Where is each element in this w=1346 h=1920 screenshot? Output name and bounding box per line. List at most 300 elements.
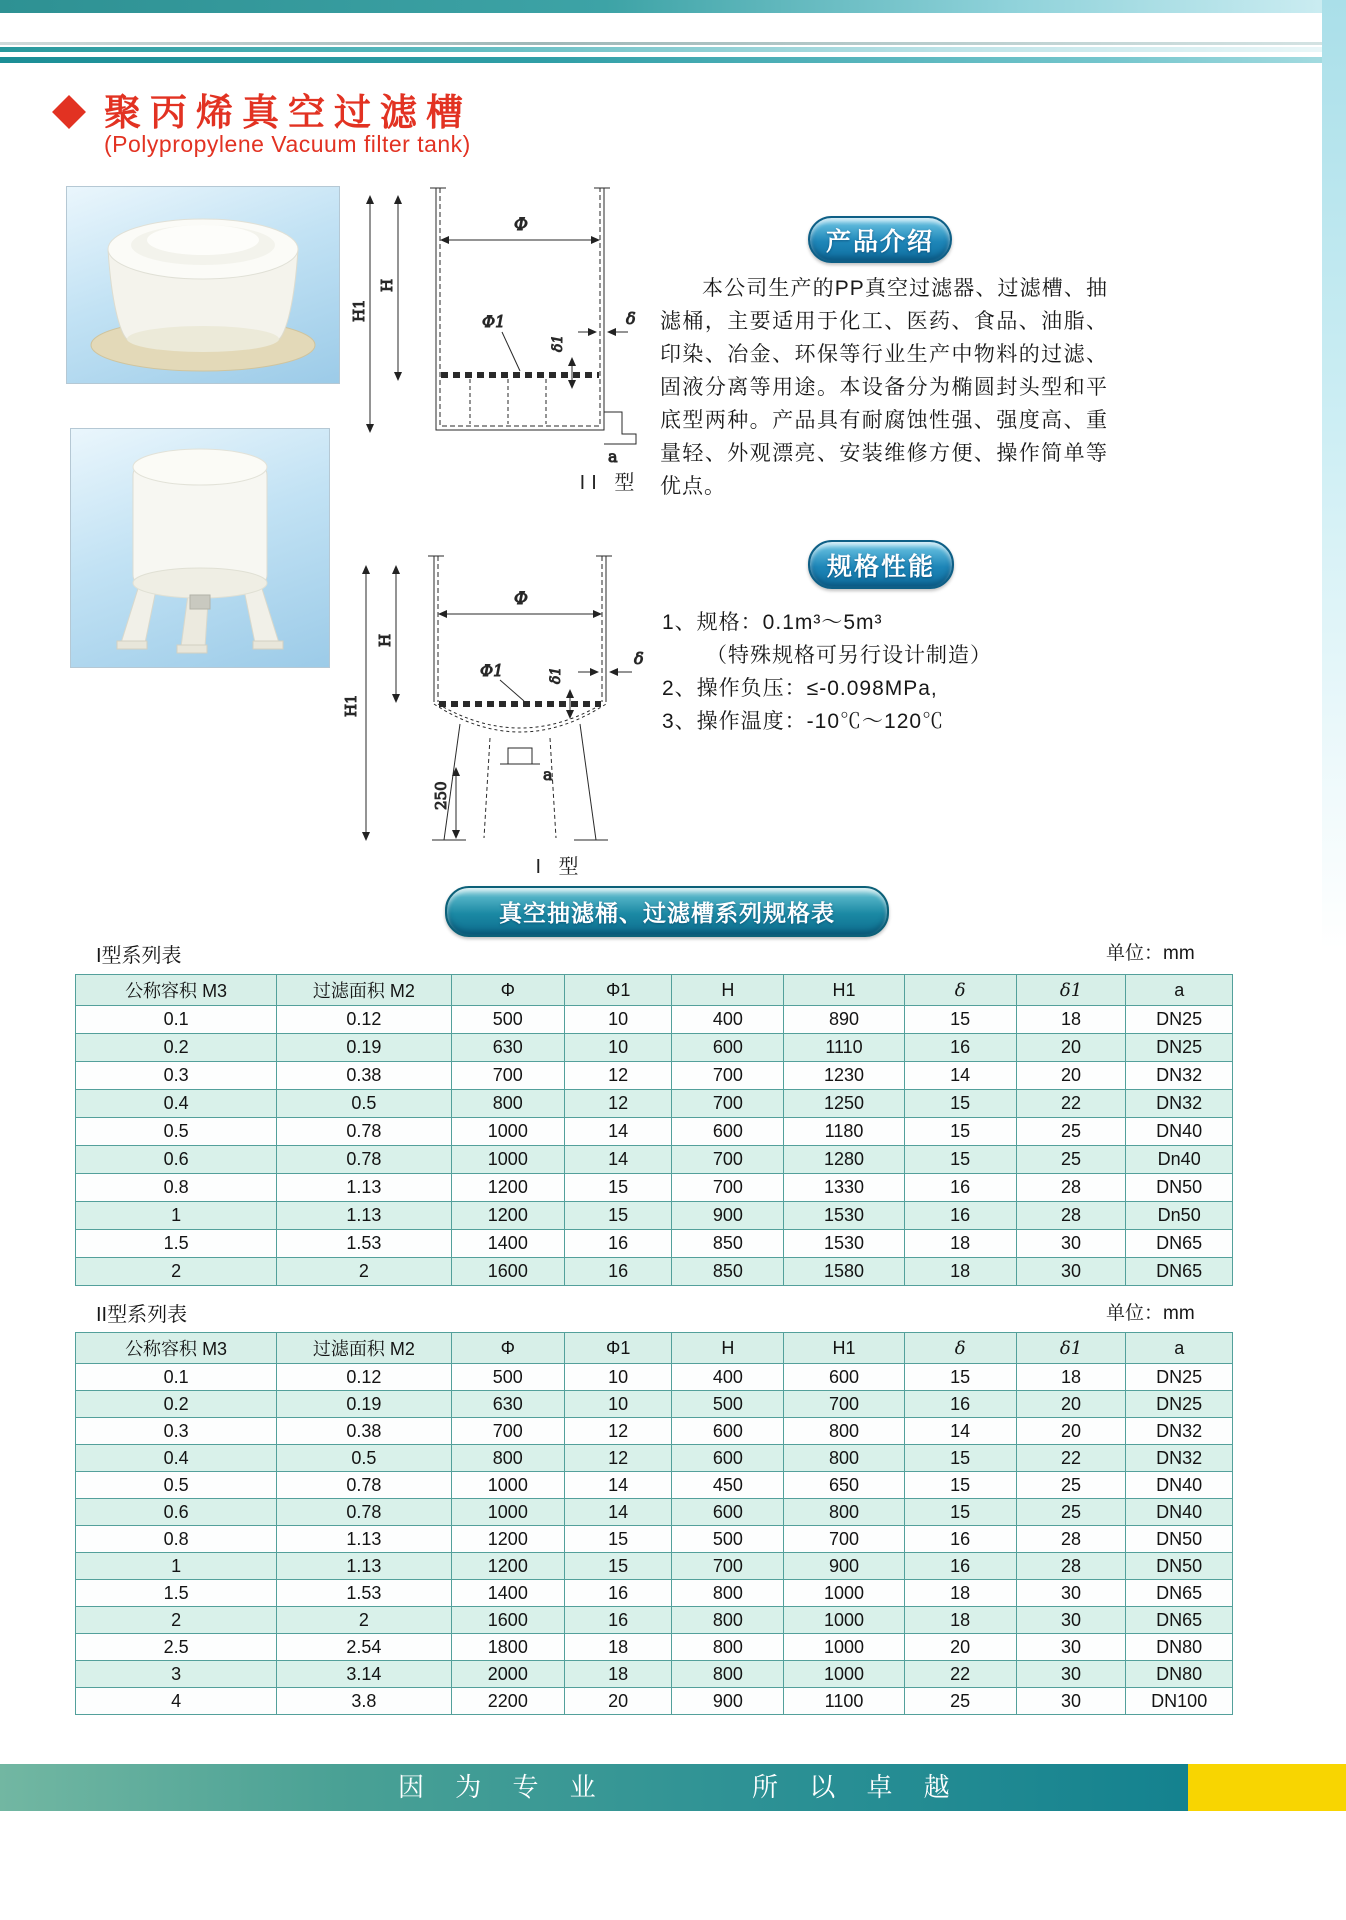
table-cell: 18 xyxy=(904,1580,1016,1607)
table-cell: 500 xyxy=(451,1364,564,1391)
table-cell: 1100 xyxy=(784,1688,904,1715)
table-cell: 0.2 xyxy=(76,1391,277,1418)
table-cell: 16 xyxy=(564,1230,671,1258)
table-cell: DN80 xyxy=(1126,1634,1233,1661)
footer-yellow-block xyxy=(1188,1764,1346,1811)
table-cell: 1180 xyxy=(784,1118,904,1146)
table-row xyxy=(76,1391,1233,1418)
table-cell: 700 xyxy=(451,1062,564,1090)
table-cell: 12 xyxy=(564,1062,671,1090)
table-cell: 14 xyxy=(564,1118,671,1146)
table-cell: 850 xyxy=(672,1258,784,1286)
diagram-type1-label: I 型 xyxy=(535,856,585,878)
table-cell: 4 xyxy=(76,1688,277,1715)
table-cell: Dn40 xyxy=(1126,1146,1233,1174)
right-edge-gradient xyxy=(1322,0,1346,950)
table-row xyxy=(76,1661,1233,1688)
title-diamond-icon xyxy=(52,95,86,129)
table-cell: 0.12 xyxy=(277,1006,452,1034)
table-cell: 1600 xyxy=(451,1258,564,1286)
table-cell: 1530 xyxy=(784,1230,904,1258)
table-header-cell: δ xyxy=(904,975,1016,1006)
table-cell: 1000 xyxy=(784,1607,904,1634)
table-cell: 900 xyxy=(784,1553,904,1580)
intro-paragraph: 本公司生产的PP真空过滤器、过滤槽、抽滤桶，主要适用于化工、医药、食品、油脂、印染、冶金、环保等行业生产中物料的过滤、固液分离等用途。本设备分为椭圆封头型和平底型两种。产品具有耐腐蚀性强、强度高、重量轻、外观漂亮、安装维修方便、操作简单等优点。 xyxy=(660,277,1108,498)
table-cell: 25 xyxy=(1016,1472,1126,1499)
table-row xyxy=(76,1230,1233,1258)
table-cell: 15 xyxy=(564,1174,671,1202)
table-cell: 800 xyxy=(784,1445,904,1472)
table-header-cell: 公称容积 M3 xyxy=(76,1333,277,1364)
table-header-cell: H xyxy=(672,1333,784,1364)
table-cell: 3.14 xyxy=(277,1661,452,1688)
table-cell: 16 xyxy=(564,1580,671,1607)
table-cell: 3 xyxy=(76,1661,277,1688)
table-cell: 28 xyxy=(1016,1174,1126,1202)
table-cell: 16 xyxy=(904,1553,1016,1580)
type1-table-label: I型系列表 xyxy=(96,945,182,967)
table-cell: 800 xyxy=(672,1580,784,1607)
table-cell: DN65 xyxy=(1126,1258,1233,1286)
table-cell: 10 xyxy=(564,1391,671,1418)
table-cell: 25 xyxy=(904,1688,1016,1715)
dim-H-label: H xyxy=(378,278,396,292)
type1-table-unit: 单位：mm xyxy=(1106,943,1195,964)
table-cell: 600 xyxy=(672,1499,784,1526)
table-cell: 0.4 xyxy=(76,1090,277,1118)
table-cell: 800 xyxy=(784,1499,904,1526)
table-cell: 0.19 xyxy=(277,1034,452,1062)
spec-item: （特殊规格可另行设计制造） xyxy=(706,644,992,667)
table-cell: 650 xyxy=(784,1472,904,1499)
table-cell: DN25 xyxy=(1126,1391,1233,1418)
table-cell: 700 xyxy=(672,1090,784,1118)
dim-phi1-label: Φ1 xyxy=(480,661,504,680)
table-cell: 1400 xyxy=(451,1580,564,1607)
table-cell: 30 xyxy=(1016,1634,1126,1661)
table-cell: 1000 xyxy=(451,1499,564,1526)
table-cell: 1.5 xyxy=(76,1230,277,1258)
table-cell: 28 xyxy=(1016,1553,1126,1580)
table-cell: 900 xyxy=(672,1202,784,1230)
table-cell: 800 xyxy=(784,1418,904,1445)
table-cell: 12 xyxy=(564,1418,671,1445)
table-cell: 800 xyxy=(672,1661,784,1688)
table-cell: 1110 xyxy=(784,1034,904,1062)
table-cell: 600 xyxy=(784,1364,904,1391)
table-cell: 0.12 xyxy=(277,1364,452,1391)
table-cell: 2 xyxy=(277,1607,452,1634)
table-cell: 10 xyxy=(564,1364,671,1391)
table-cell: 15 xyxy=(904,1472,1016,1499)
table-cell: 0.8 xyxy=(76,1174,277,1202)
table-cell: 600 xyxy=(672,1118,784,1146)
table-cell: 20 xyxy=(1016,1391,1126,1418)
table-section-banner: 真空抽滤桶、过滤槽系列规格表 xyxy=(445,886,889,937)
table-cell: 30 xyxy=(1016,1258,1126,1286)
table-cell: 700 xyxy=(672,1062,784,1090)
product-photo-type1 xyxy=(70,428,330,668)
table-cell: DN65 xyxy=(1126,1230,1233,1258)
table-cell: 900 xyxy=(672,1688,784,1715)
table-cell: 0.38 xyxy=(277,1418,452,1445)
table-cell: 2 xyxy=(277,1258,452,1286)
table-cell: 2 xyxy=(76,1607,277,1634)
table-cell: 18 xyxy=(904,1258,1016,1286)
diagram-type2 xyxy=(340,182,645,467)
table-cell: 600 xyxy=(672,1034,784,1062)
table-cell: DN25 xyxy=(1126,1034,1233,1062)
dim-delta-label: δ xyxy=(634,649,644,668)
table-cell: 1250 xyxy=(784,1090,904,1118)
table-cell: 1 xyxy=(76,1202,277,1230)
table-cell: 500 xyxy=(672,1526,784,1553)
table-row xyxy=(76,1580,1233,1607)
table-cell: 2200 xyxy=(451,1688,564,1715)
table-cell: 1600 xyxy=(451,1607,564,1634)
tank-photo-illustration xyxy=(71,429,329,667)
table-cell: DN65 xyxy=(1126,1580,1233,1607)
table-cell: 0.3 xyxy=(76,1062,277,1090)
table-cell: 15 xyxy=(904,1146,1016,1174)
table-cell: 25 xyxy=(1016,1146,1126,1174)
table-cell: DN50 xyxy=(1126,1526,1233,1553)
table-cell: 14 xyxy=(904,1418,1016,1445)
table-cell: 28 xyxy=(1016,1202,1126,1230)
table-header-cell: 过滤面积 M2 xyxy=(277,975,452,1006)
table-row xyxy=(76,1499,1233,1526)
dim-H1-label: H1 xyxy=(342,694,360,717)
table-header-cell: a xyxy=(1126,975,1233,1006)
table-row xyxy=(76,1174,1233,1202)
table-cell: 18 xyxy=(564,1661,671,1688)
table-cell: 1.13 xyxy=(277,1202,452,1230)
table-row xyxy=(76,1062,1233,1090)
top-stripe-2 xyxy=(0,47,1346,52)
dim-phi-label: Φ xyxy=(514,589,528,609)
table-row xyxy=(76,1553,1233,1580)
table-cell: 30 xyxy=(1016,1230,1126,1258)
table-header-cell: a xyxy=(1126,1333,1233,1364)
table-cell: DN50 xyxy=(1126,1553,1233,1580)
table-cell: 1.13 xyxy=(277,1553,452,1580)
table-header-cell: H1 xyxy=(784,1333,904,1364)
dim-delta1-label: δ1 xyxy=(548,666,564,684)
table-cell: 15 xyxy=(904,1118,1016,1146)
dim-delta1-label: δ1 xyxy=(550,334,566,352)
table-cell: DN32 xyxy=(1126,1445,1233,1472)
table-cell: 1800 xyxy=(451,1634,564,1661)
table-cell: 3.8 xyxy=(277,1688,452,1715)
table-header-cell: δ1 xyxy=(1016,1333,1126,1364)
page-subtitle: (Polypropylene Vacuum filter tank) xyxy=(104,131,471,157)
table-cell: 0.38 xyxy=(277,1062,452,1090)
table-cell: 700 xyxy=(672,1146,784,1174)
table-cell: DN40 xyxy=(1126,1118,1233,1146)
table-cell: 15 xyxy=(904,1006,1016,1034)
table-cell: 0.1 xyxy=(76,1364,277,1391)
table-cell: DN32 xyxy=(1126,1062,1233,1090)
table-cell: 0.5 xyxy=(76,1472,277,1499)
dim-phi1-label: Φ1 xyxy=(482,312,506,331)
table-cell: 700 xyxy=(784,1526,904,1553)
table-cell: DN80 xyxy=(1126,1661,1233,1688)
table-cell: 800 xyxy=(672,1607,784,1634)
footer-slogan-right: 所 以 卓 越 xyxy=(752,1772,962,1802)
table-cell: 400 xyxy=(672,1006,784,1034)
table-cell: 15 xyxy=(904,1364,1016,1391)
table-cell: 700 xyxy=(451,1418,564,1445)
table-cell: 2.54 xyxy=(277,1634,452,1661)
type2-table-label: II型系列表 xyxy=(96,1304,188,1326)
table-cell: Dn50 xyxy=(1126,1202,1233,1230)
table-cell: 0.78 xyxy=(277,1499,452,1526)
dim-250-label: 250 xyxy=(432,781,450,810)
table-cell: 15 xyxy=(564,1526,671,1553)
table-row xyxy=(76,1607,1233,1634)
table-row xyxy=(76,1472,1233,1499)
table-cell: 30 xyxy=(1016,1607,1126,1634)
table-cell: 500 xyxy=(451,1006,564,1034)
table-header-cell: H1 xyxy=(784,975,904,1006)
table-cell: 700 xyxy=(672,1553,784,1580)
table-cell: 0.5 xyxy=(277,1090,452,1118)
table-cell: 630 xyxy=(451,1391,564,1418)
table-cell: 600 xyxy=(672,1445,784,1472)
table-cell: 1400 xyxy=(451,1230,564,1258)
type2-spec-table xyxy=(75,1332,1233,1715)
type2-table-unit: 单位：mm xyxy=(1106,1303,1195,1324)
table-cell: 20 xyxy=(1016,1418,1126,1445)
table-cell: 2000 xyxy=(451,1661,564,1688)
tank-photo-illustration xyxy=(67,187,339,383)
dim-a-label: a xyxy=(543,765,553,784)
table-cell: 16 xyxy=(904,1526,1016,1553)
table-cell: 1280 xyxy=(784,1146,904,1174)
table-cell: 20 xyxy=(1016,1062,1126,1090)
table-cell: DN100 xyxy=(1126,1688,1233,1715)
table-row xyxy=(76,1418,1233,1445)
table-cell: 20 xyxy=(564,1688,671,1715)
specs-list xyxy=(662,606,1132,738)
top-stripe-1 xyxy=(0,42,1346,45)
table-header-cell: δ xyxy=(904,1333,1016,1364)
table-cell: 28 xyxy=(1016,1526,1126,1553)
product-photo-type2 xyxy=(66,186,340,384)
table-header-cell: 公称容积 M3 xyxy=(76,975,277,1006)
dim-H-label: H xyxy=(376,633,394,647)
table-cell: 10 xyxy=(564,1006,671,1034)
table-cell: 1330 xyxy=(784,1174,904,1202)
table-cell: 30 xyxy=(1016,1661,1126,1688)
table-row xyxy=(76,1090,1233,1118)
table-cell: 0.78 xyxy=(277,1472,452,1499)
table-cell: 800 xyxy=(672,1634,784,1661)
page-title: 聚丙烯真空过滤槽 xyxy=(104,92,472,133)
table-cell: DN32 xyxy=(1126,1090,1233,1118)
table-cell: 18 xyxy=(904,1607,1016,1634)
table-cell: 25 xyxy=(1016,1499,1126,1526)
table-cell: 1.13 xyxy=(277,1174,452,1202)
table-cell: 2.5 xyxy=(76,1634,277,1661)
table-cell: 14 xyxy=(564,1146,671,1174)
table-cell: 1200 xyxy=(451,1174,564,1202)
table-cell: 2 xyxy=(76,1258,277,1286)
table-cell: DN25 xyxy=(1126,1364,1233,1391)
table-cell: 1230 xyxy=(784,1062,904,1090)
table-cell: 12 xyxy=(564,1445,671,1472)
table-row xyxy=(76,1146,1233,1174)
table-cell: 10 xyxy=(564,1034,671,1062)
footer-slogan-left: 因 为 专 业 xyxy=(398,1772,608,1802)
table-cell: DN40 xyxy=(1126,1472,1233,1499)
table-cell: 1.53 xyxy=(277,1230,452,1258)
table-row xyxy=(76,1006,1233,1034)
table-row xyxy=(76,1526,1233,1553)
table-cell: 20 xyxy=(904,1634,1016,1661)
table-header-cell: Φ xyxy=(451,1333,564,1364)
specs-section-heading: 规格性能 xyxy=(808,540,954,589)
table-row xyxy=(76,1364,1233,1391)
table-cell: 850 xyxy=(672,1230,784,1258)
table-cell: 15 xyxy=(564,1553,671,1580)
table-cell: DN65 xyxy=(1126,1607,1233,1634)
table-cell: 800 xyxy=(451,1445,564,1472)
table-cell: 1.13 xyxy=(277,1526,452,1553)
table-cell: 450 xyxy=(672,1472,784,1499)
table-row xyxy=(76,1202,1233,1230)
table-cell: 20 xyxy=(1016,1034,1126,1062)
table-cell: 30 xyxy=(1016,1688,1126,1715)
table-cell: 400 xyxy=(672,1364,784,1391)
top-stripe-3 xyxy=(0,57,1346,63)
table-cell: 16 xyxy=(904,1391,1016,1418)
dim-delta-label: δ xyxy=(626,309,636,328)
table-cell: 1 xyxy=(76,1553,277,1580)
table-cell: 18 xyxy=(904,1230,1016,1258)
table-cell: 15 xyxy=(564,1202,671,1230)
table-cell: 15 xyxy=(904,1090,1016,1118)
table-cell: 500 xyxy=(672,1391,784,1418)
table-row xyxy=(76,1034,1233,1062)
table-cell: 890 xyxy=(784,1006,904,1034)
table-cell: DN40 xyxy=(1126,1499,1233,1526)
footer-band xyxy=(0,1764,1346,1811)
table-cell: 14 xyxy=(564,1472,671,1499)
table-cell: 1000 xyxy=(784,1580,904,1607)
table-cell: 1200 xyxy=(451,1553,564,1580)
dim-phi-label: Φ xyxy=(514,215,528,235)
table-cell: 1.53 xyxy=(277,1580,452,1607)
table-cell: 22 xyxy=(1016,1445,1126,1472)
table-cell: 1200 xyxy=(451,1526,564,1553)
table-cell: 22 xyxy=(904,1661,1016,1688)
table-cell: 14 xyxy=(904,1062,1016,1090)
table-cell: 1530 xyxy=(784,1202,904,1230)
type1-spec-table xyxy=(75,974,1233,1286)
table-cell: 15 xyxy=(904,1499,1016,1526)
table-cell: DN50 xyxy=(1126,1174,1233,1202)
table-header-cell: 过滤面积 M2 xyxy=(277,1333,452,1364)
table-cell: 18 xyxy=(564,1634,671,1661)
table-cell: 0.78 xyxy=(277,1118,452,1146)
table-cell: 15 xyxy=(904,1445,1016,1472)
table-header-cell: Φ xyxy=(451,975,564,1006)
table-cell: 1200 xyxy=(451,1202,564,1230)
table-cell: 0.1 xyxy=(76,1006,277,1034)
table-cell: 0.19 xyxy=(277,1391,452,1418)
table-row xyxy=(76,1118,1233,1146)
table-cell: 1580 xyxy=(784,1258,904,1286)
table-header-row xyxy=(76,1333,1233,1364)
table-header-row xyxy=(76,975,1233,1006)
table-cell: 16 xyxy=(564,1607,671,1634)
table-cell: 0.6 xyxy=(76,1499,277,1526)
table-cell: 30 xyxy=(1016,1580,1126,1607)
table-cell: 630 xyxy=(451,1034,564,1062)
table-cell: 16 xyxy=(904,1174,1016,1202)
table-row xyxy=(76,1258,1233,1286)
table-cell: 18 xyxy=(1016,1006,1126,1034)
dim-H1-label: H1 xyxy=(350,299,368,322)
table-cell: 1000 xyxy=(451,1118,564,1146)
table-header-cell: δ1 xyxy=(1016,975,1126,1006)
spec-item: 2、操作负压：≤-0.098MPa, xyxy=(662,677,938,700)
top-gradient-band xyxy=(0,0,1346,13)
table-cell: DN25 xyxy=(1126,1006,1233,1034)
dim-a-label: a xyxy=(608,447,618,466)
table-row xyxy=(76,1445,1233,1472)
table-cell: 16 xyxy=(904,1034,1016,1062)
table-cell: 600 xyxy=(672,1418,784,1445)
table-cell: 16 xyxy=(904,1202,1016,1230)
table-cell: 0.78 xyxy=(277,1146,452,1174)
table-cell: 14 xyxy=(564,1499,671,1526)
diagram-type1 xyxy=(340,552,680,852)
intro-section-heading: 产品介绍 xyxy=(808,216,952,263)
table-cell: 800 xyxy=(451,1090,564,1118)
table-cell: 0.6 xyxy=(76,1146,277,1174)
table-cell: 0.4 xyxy=(76,1445,277,1472)
table-cell: 16 xyxy=(564,1258,671,1286)
table-cell: 12 xyxy=(564,1090,671,1118)
spec-item: 1、规格：0.1m³～5m³ xyxy=(662,611,883,634)
diagram-type2-label: II 型 xyxy=(579,472,641,494)
table-cell: DN32 xyxy=(1126,1418,1233,1445)
table-cell: 18 xyxy=(1016,1364,1126,1391)
table-cell: 1000 xyxy=(784,1634,904,1661)
table-cell: 0.5 xyxy=(277,1445,452,1472)
table-cell: 22 xyxy=(1016,1090,1126,1118)
table-cell: 700 xyxy=(672,1174,784,1202)
table-cell: 1.5 xyxy=(76,1580,277,1607)
table-cell: 1000 xyxy=(784,1661,904,1688)
table-row xyxy=(76,1688,1233,1715)
table-cell: 0.3 xyxy=(76,1418,277,1445)
table-cell: 0.5 xyxy=(76,1118,277,1146)
table-header-cell: Φ1 xyxy=(564,975,671,1006)
table-cell: 1000 xyxy=(451,1472,564,1499)
table-row xyxy=(76,1634,1233,1661)
table-cell: 0.2 xyxy=(76,1034,277,1062)
table-cell: 25 xyxy=(1016,1118,1126,1146)
table-cell: 1000 xyxy=(451,1146,564,1174)
table-cell: 700 xyxy=(784,1391,904,1418)
table-header-cell: H xyxy=(672,975,784,1006)
table-header-cell: Φ1 xyxy=(564,1333,671,1364)
spec-item: 3、操作温度：-10℃～120℃ xyxy=(662,710,945,733)
table-cell: 0.8 xyxy=(76,1526,277,1553)
